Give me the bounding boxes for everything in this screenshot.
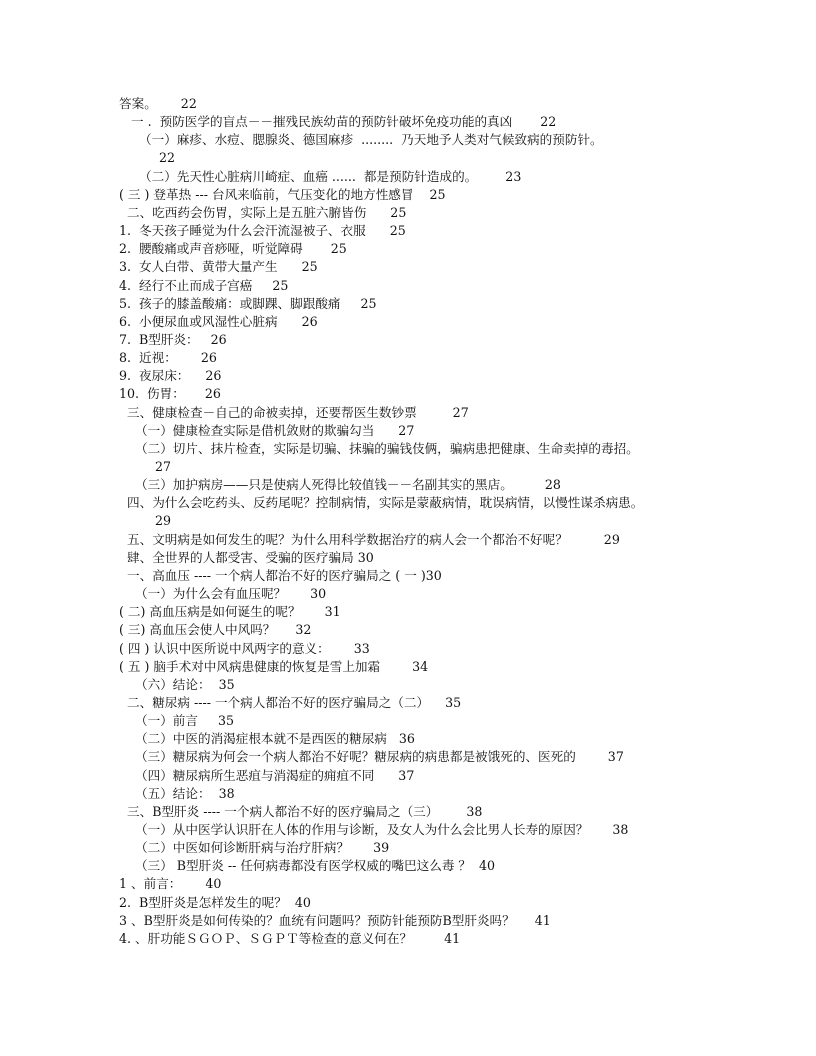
toc-entry: （二）切片、抹片检查，实际是切骗、抹骗的骗钱伎俩，骗病患把健康、生命卖掉的毒招。 xyxy=(135,440,639,456)
toc-entry: 一 . 预防医学的盲点－－摧残民族幼苗的预防针破坏免疫功能的真凶 22 xyxy=(131,114,557,130)
toc-entry: 5. 孩子的膝盖酸痛：或脚踝、脚跟酸痛 25 xyxy=(119,295,377,311)
toc-entry: ( 三) 高血压会使人中风吗？ 32 xyxy=(119,622,312,638)
toc-entry: 1 、前言： 40 xyxy=(119,876,222,892)
toc-entry: （四）糖尿病所生恶疽与消渴症的痈疽不同 37 xyxy=(135,767,415,783)
toc-entry: 四、为什么会吃药头、反药尾呢？控制病情，实际是蒙蔽病情，耽误病情，以慢性谋杀病患。 xyxy=(127,495,644,511)
toc-entry: （二）中医如何诊断肝病与治疗肝病？ 39 xyxy=(135,840,390,856)
toc-entry: （一）麻疹、水痘、腮腺炎、德国麻疹 ........ 乃天地予人类对气候致病的预防针。 xyxy=(139,132,603,148)
toc-entry: 2. 腰酸痛或声音痧哑，听觉障碍 25 xyxy=(119,241,347,257)
toc-entry: 4. 、肝功能ＳＧＯＰ、ＳＧＰＴ等检查的意义何在？ 41 xyxy=(119,930,461,946)
toc-entry: ( 三 ) 登革热 --- 台风来临前，气压变化的地方性感冒 25 xyxy=(119,186,446,202)
toc-entry: 2. B型肝炎是怎样发生的呢？ 40 xyxy=(119,894,311,910)
toc-entry: 肆、全世界的人都受害、受骗的医疗骗局 30 xyxy=(127,549,374,565)
toc-entry: （一）健康检查实际是借机敛财的欺骗勾当 27 xyxy=(135,422,415,438)
toc-entry: 答案。 22 xyxy=(119,96,197,111)
toc-entry: 6. 小便尿血或风湿性心脏病 26 xyxy=(119,313,318,329)
toc-entry: （二）中医的消渴症根本就不是西医的糖尿病 36 xyxy=(135,731,415,747)
toc-entry: 8. 近视： 26 xyxy=(119,350,217,366)
toc-entry: 二、吃西药会伤胃，实际上是五脏六腑皆伤 25 xyxy=(127,204,407,220)
toc-entry: （二）先天性心脏病川崎症、血癌 ...... 都是预防针造成的。 23 xyxy=(139,168,522,184)
toc-entry: （五）结论： 38 xyxy=(135,785,235,801)
toc-entry: （六）结论： 35 xyxy=(135,676,235,692)
toc-entry: 1. 冬天孩子睡觉为什么会汗流湿被子、衣服 25 xyxy=(119,223,406,239)
toc-entry: 7. B型肝炎： 26 xyxy=(119,331,227,347)
toc-entry: 三、健康检查－自己的命被卖掉，还要帮医生数钞票 27 xyxy=(127,404,469,420)
toc-entry: ( 四 ) 认识中医所说中风两字的意义： 33 xyxy=(119,640,370,656)
toc-entry: 22 xyxy=(159,150,176,166)
toc-entry: 3. 女人白带、黄带大量产生 25 xyxy=(119,259,318,275)
toc-entry: 9. 夜尿床： 26 xyxy=(119,368,222,384)
toc-entry: ( 二) 高血压病是如何诞生的呢？ 31 xyxy=(119,604,341,620)
toc-entry: 五、文明病是如何发生的呢？为什么用科学数据治疗的病人会一个都治不好呢？ 29 xyxy=(127,531,620,547)
toc-entry: （三）加护病房——只是使病人死得比较值钱－－名副其实的黑店。 28 xyxy=(135,477,561,493)
toc-entry: 三、B型肝炎 ---- 一个病人都治不好的医疗骗局之（三） 38 xyxy=(127,803,483,819)
toc-entry: （三） B型肝炎 -- 任何病毒都没有医学权威的嘴巴这么毒 ？ 40 xyxy=(135,858,496,874)
toc-entry: 一、高血压 ---- 一个病人都治不好的医疗骗局之 ( 一 )30 xyxy=(127,567,442,583)
toc-entry: ( 五 ) 脑手术对中风病患健康的恢复是雪上加霜 34 xyxy=(119,658,429,674)
toc-entry: 二、糖尿病 ---- 一个病人都治不好的医疗骗局之（二） 35 xyxy=(127,694,462,710)
toc-entry: 29 xyxy=(155,513,172,529)
toc-entry: （一）前言 35 xyxy=(135,713,235,729)
toc-entry: （一）从中医学认识肝在人体的作用与诊断，及女人为什么会比男人长寿的原因？ 38 xyxy=(135,822,629,837)
toc-entry: 3 、B型肝炎是如何传染的？血统有问题吗？预防针能预防B型肝炎吗？ 41 xyxy=(119,912,551,928)
toc-entry: （一）为什么会有血压呢？ 30 xyxy=(135,586,327,602)
toc-entry: （三）糖尿病为何会一个病人都治不好呢？糖尿病的病患都是被饿死的、医死的 37 xyxy=(135,749,624,765)
toc-entry: 4. 经行不止而成子宫癌 25 xyxy=(119,277,289,293)
toc-entry: 10. 伤胃： 26 xyxy=(119,386,221,402)
toc-entry: 27 xyxy=(155,459,172,474)
